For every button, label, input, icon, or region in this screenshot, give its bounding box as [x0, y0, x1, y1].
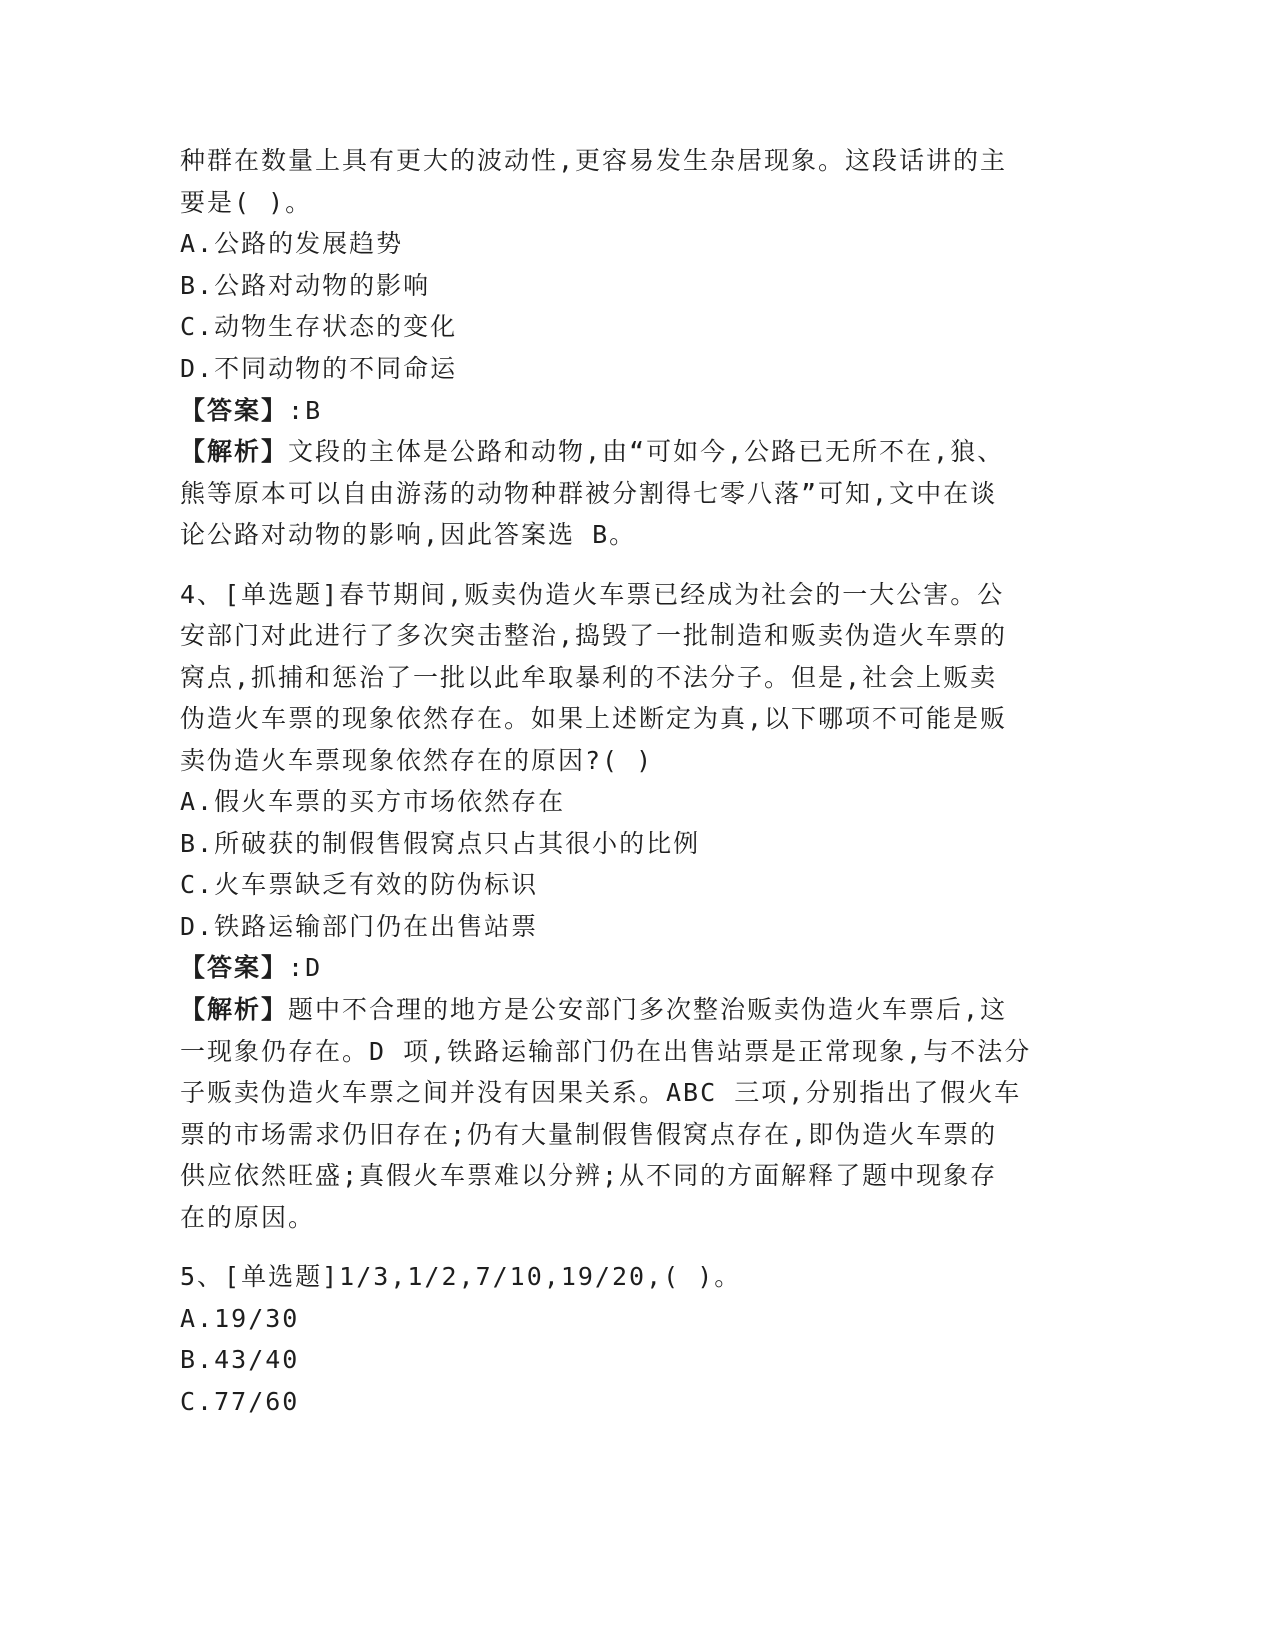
- q4-stem-line-1: 4、[单选题]春节期间,贩卖伪造火车票已经成为社会的一大公害。公: [180, 580, 1005, 609]
- q5-option-c: C.77/60: [180, 1387, 300, 1416]
- q3-option-b: B.公路对动物的影响: [180, 271, 431, 300]
- q4-answer-label: 【答案】: [180, 953, 289, 982]
- q5-option-b: B.43/40: [180, 1345, 300, 1374]
- q3-answer-label: 【答案】: [180, 396, 289, 425]
- q3-answer-value: :B: [288, 396, 323, 425]
- q4-analysis-line-5: 供应依然旺盛;真假火车票难以分辨;从不同的方面解释了题中现象存: [180, 1161, 998, 1190]
- q4-analysis-text-1: 题中不合理的地方是公安部门多次整治贩卖伪造火车票后,这: [288, 995, 1008, 1024]
- q4-answer-value: :D: [288, 953, 323, 982]
- q4-answer: [180, 953, 322, 983]
- q4-analysis-line-1: [180, 995, 1007, 1025]
- q3-analysis-line-3: 论公路对动物的影响,因此答案选 B。: [180, 520, 637, 549]
- q4-option-a: A.假火车票的买方市场依然存在: [180, 787, 566, 816]
- q4-analysis-line-6: 在的原因。: [180, 1203, 316, 1232]
- q3-option-c: C.动物生存状态的变化: [180, 312, 458, 341]
- q4-analysis-line-2: 一现象仍存在。D 项,铁路运输部门仍在出售站票是正常现象,与不法分: [180, 1037, 1032, 1066]
- q4-option-b: B.所破获的制假售假窝点只占其很小的比例: [180, 829, 701, 858]
- q3-option-d: D.不同动物的不同命运: [180, 354, 458, 383]
- q3-analysis-text-1: 文段的主体是公路和动物,由“可如今,公路已无所不在,狼、: [288, 437, 1005, 466]
- q4-analysis-line-4: 票的市场需求仍旧存在;仍有大量制假售假窝点存在,即伪造火车票的: [180, 1120, 998, 1149]
- q5-stem: 5、[单选题]1/3,1/2,7/10,19/20,( )。: [180, 1262, 742, 1291]
- q4-stem-line-5: 卖伪造火车票现象依然存在的原因?( ): [180, 746, 654, 775]
- q4-option-d: D.铁路运输部门仍在出售站票: [180, 912, 539, 941]
- q4-stem-line-2: 安部门对此进行了多次突击整治,捣毁了一批制造和贩卖伪造火车票的: [180, 621, 1008, 650]
- q3-analysis-line-2: 熊等原本可以自由游荡的动物种群被分割得七零八落”可知,文中在谈: [180, 479, 998, 508]
- q4-option-c: C.火车票缺乏有效的防伪标识: [180, 870, 539, 899]
- q4-stem-line-3: 窝点,抓捕和惩治了一批以此牟取暴利的不法分子。但是,社会上贩卖: [180, 663, 998, 692]
- q4-analysis-label: 【解析】: [180, 995, 289, 1024]
- q3-stem-line-1: 种群在数量上具有更大的波动性,更容易发生杂居现象。这段话讲的主: [180, 146, 1008, 175]
- q3-stem-line-2: 要是( )。: [180, 188, 313, 217]
- q3-option-a: A.公路的发展趋势: [180, 229, 404, 258]
- q3-analysis-line-1: [180, 437, 1004, 467]
- q3-answer: [180, 396, 322, 426]
- q3-analysis-label: 【解析】: [180, 437, 289, 466]
- q5-option-a: A.19/30: [180, 1304, 300, 1333]
- q4-stem-line-4: 伪造火车票的现象依然存在。如果上述断定为真,以下哪项不可能是贩: [180, 704, 1008, 733]
- q4-analysis-line-3: 子贩卖伪造火车票之间并没有因果关系。ABC 三项,分别指出了假火车: [180, 1078, 1022, 1107]
